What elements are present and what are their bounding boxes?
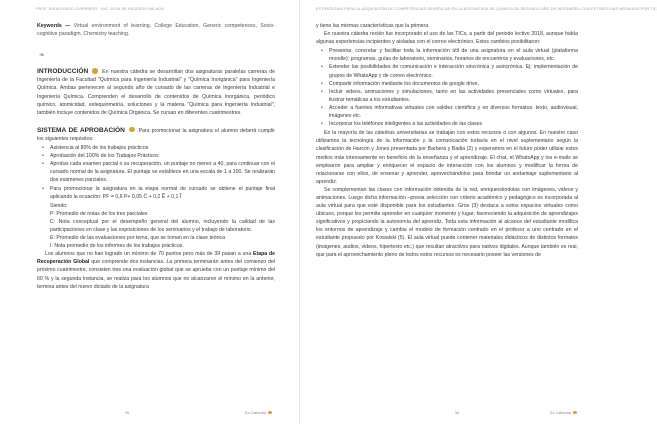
list-item: • Aprobación del 100% de los Trabajos Prácticos bbox=[37, 152, 275, 160]
recovery-paragraph bbox=[37, 250, 275, 290]
introduction-text: En nuestra cátedra se desarrollan dos asignaturas paralelas carreras de Ingeniería de la Facultad "Química para Ingeniería Industrial" y "Química Inorgánica" para Ingeniería Química. Ambas pertenecen al segundo año de cursado de las carreras de Ingeniería Industrial e Ingeniería Química. Comprenden el desarrollo de contenidos de Química Inorgánica, periódico químico, atomicidad, estequiometría, soluciones y la materia "Química para Ingeniería Industrial", también incluye contenidos de Química Orgánica. Se cursan en diferentes cuatrimestres. bbox=[37, 69, 275, 116]
page-number-right: 96 bbox=[455, 411, 460, 415]
running-header-left: PROF. NIDIA ERAZO GUERRERO · ING. ELSA DE RICARDIS HALAGA bbox=[36, 7, 164, 11]
approval-intro: Para promocionar la asignatura el alumno deberá cumplir los siguientes requisitos: bbox=[37, 127, 275, 142]
approval-section bbox=[37, 127, 275, 143]
recovery-stage-term: Etapa de Recuperación Global bbox=[37, 251, 275, 266]
approval-requirements-list bbox=[37, 144, 275, 201]
list-item: • Asistencia al 80% de los trabajos prácticos bbox=[37, 144, 275, 152]
continuation-text: y tiene las mismas características que la primera. bbox=[316, 23, 430, 29]
body-paragraph: En la mayoría de las cátedras universitarias se trabajan con estos recursos o con algunos. En nuestro caso utilizamos la tecnología de la información y la comunicación todavía en el nivel suplementario según la clasificación de Harcon y Jones presentada por Barberà y Badia (2) y esperamos en el futuro poder utilizar estos medios más intensamente en beneficio de la enseñanza y el aprendizaje. El chat, el WhatsApp y los e-mails se emplearon para ampliar y enriquecer el espacio de interacción con los alumnos y modificar la forma de relacionarse con ellos, de ensenar y aprender, aprovechándolos para brindar un andamiaje suplementario al aprendiz. bbox=[316, 130, 578, 185]
section-badge-icon bbox=[92, 68, 98, 74]
list-item: • Para promocionar la asignatura en la etapa normal de cursado se obtiene el puntaje final aplicando la ecuación: PF = 0,6 P+ 0,05 C̄ + 0,2 E̅ + 0,1 I̅ bbox=[37, 185, 275, 201]
journal-brand-text: Ex Cathedra bbox=[245, 411, 267, 415]
list-item: • Aprobar cada examen parcial o su recuperación, un puntaje no menor a 40, para continuar con el cursado normal de la asignatura. El puntaje se establece en una escala de 1 a 100. Se realizarán dos exámenes parciales. bbox=[37, 160, 275, 184]
left-page-content bbox=[37, 22, 275, 291]
introduction-section bbox=[37, 68, 275, 117]
definition-item: C: Nota conceptual por el desempeño general del alumno, incluyendo la calidad de las participaciones en clase y las exposiciones de los seminarios y el trabajo de laboratorio. bbox=[50, 218, 275, 233]
brand-logo-icon bbox=[573, 411, 577, 415]
definition-item: I: Nota promedio de los informes de los trabajos prácticos. bbox=[50, 243, 184, 250]
definition-item: P: Promedio de notas de los tres parciales bbox=[50, 210, 148, 217]
list-item: • Extender las posibilidades de comunicación e interacción sincrónica y asincrónica. Ej: implementación de grupos de WhatsApp y de correo electrónico. bbox=[316, 63, 578, 79]
page-number-left: 95 bbox=[125, 411, 130, 415]
recovery-text-1: Los alumnos que no han logrado un mínimo de 70 puntos pero más de 39 pasan a una bbox=[45, 251, 252, 258]
right-page bbox=[300, 0, 657, 424]
journal-brand-right bbox=[550, 411, 577, 415]
introduction-heading: INTRODUCCIÓN bbox=[37, 68, 89, 76]
fleuron-ornament-icon: ❧ bbox=[39, 52, 45, 60]
section-badge-icon bbox=[129, 127, 135, 133]
right-page-content bbox=[316, 22, 578, 259]
list-item: • Incluir videos, animaciones y simulaciones, tanto en las actividades presenciales como virtuales, para ilustrar temáticas a los estudiantes. bbox=[316, 88, 578, 104]
keywords-text: Virtual environment of learning, College Education, Generic competences, Socio-cognitive paradigm, Chemistry teaching. bbox=[37, 23, 276, 38]
list-item: • Presentar, concretar y facilitar toda la información útil de una asignatura en el aula virtual (plataforma moodle): programas, guías de laboratorio, seminarios, horarios de encuentros y evaluaciones, etc. bbox=[316, 47, 578, 63]
left-page bbox=[0, 0, 300, 424]
keywords-line bbox=[37, 22, 275, 38]
list-item: • Incorporar los teléfonos inteligentes a las actividades de las clases bbox=[316, 120, 578, 128]
running-header-right: ESTRATEGIAS PARA LA ADQUISICIÓN DE COMPETENCIAS GENÉRICAS EN LA ASIGNATURA DE QUÍMICA DE SEGUNDO AÑO DE INGENIERÍA CON ESTRATEGIAS MEDIADAS POR TIC bbox=[316, 7, 657, 11]
approval-heading: SISTEMA DE APROBACIÓN bbox=[37, 126, 125, 134]
brand-logo-icon bbox=[268, 411, 272, 415]
body-paragraph: Se complementan las clases con información obtenida de la red, enriqueciéndolas con imágenes, videos y animaciones. Luego dicha información –previa selección con criterio académico y pedagógico es incorporada al aula virtual para que esté disponible para los estudiantes. Gros (3) destaca a estos espacios virtuales como ubicuos, porque les permite aprender en cualquier momento y lugar, favoreciendo la adquisición de aprendizajes significativos y propiciando la autonomía del aprendiz. Toda esta información al alcance del estudiante modifica los entornos de aprendizaje y cambia el modelo de formación centrado en el profesor a uno centrado en el estudiante propuesto por Kowalski (5). El aula virtual puede contener materiales didácticos de distintos formatos (imágenes, audios, videos, hipertexto etc.) que resultan atractivos para nativos digitales. Aunque también es real, que para el aprovechamiento pleno de todos estos recursos es necesario poseer las versiones de bbox=[316, 186, 578, 258]
list-item: • Compartir información mediante los documentos de google drive, bbox=[316, 80, 578, 88]
journal-brand-left bbox=[245, 411, 272, 415]
recovery-text-2: que comprende dos instancias. La primera terminarán antes del comienzo del próximo cuatrimestre, consisten tres una evaluación global que se aprueba con un puntaje mínimo del 60 % y la segunda instancia, se realiza para los alumnos que no alcanzaron el mínimo en la anterior, termina antes del nuevo dictado de la asignatura bbox=[37, 259, 276, 290]
definition-item: E: Promedio de las evaluaciones por tema, que se toman en la clase teórica bbox=[50, 235, 226, 242]
ict-paragraph: En nuestra cátedra recién fue incorporado el uso de las TICs, a partir del periodo lectivo 2018, aunque había algunas experiencias incipientes y aisladas con el correo electrónico. Estos cambios posibilitaron: bbox=[316, 31, 578, 46]
definitions-block bbox=[37, 202, 275, 251]
keywords-label: Keywords — bbox=[37, 23, 71, 29]
journal-brand-text: Ex Cathedra bbox=[550, 411, 572, 415]
list-item: • Acceder a fuentes informativas virtuales con validez científica y en diversos formatos: texto, audiovisual, imágenes etc. bbox=[316, 104, 578, 120]
ict-benefits-list bbox=[316, 47, 578, 128]
where-label: Siendo: bbox=[50, 202, 68, 209]
